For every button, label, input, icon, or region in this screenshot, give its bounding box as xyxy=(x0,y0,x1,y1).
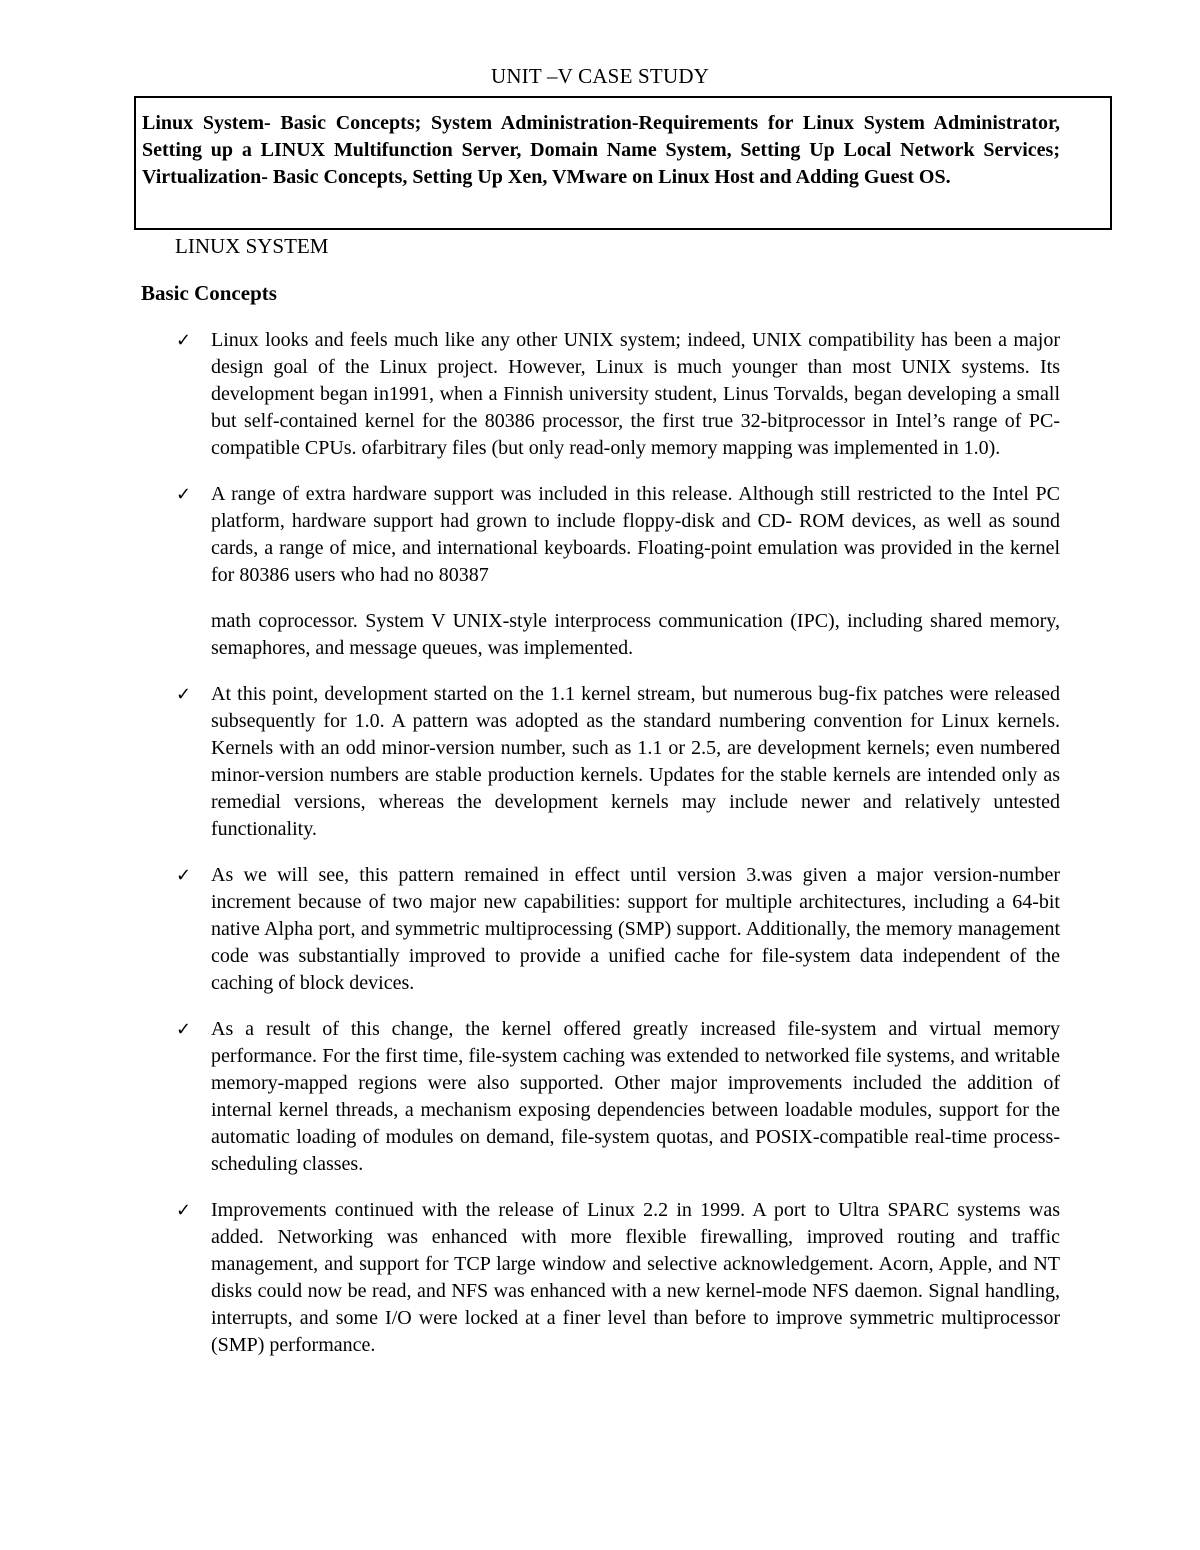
check-icon: ✓ xyxy=(176,1019,192,1040)
check-icon: ✓ xyxy=(176,330,192,351)
bullet-item xyxy=(176,862,1060,997)
bullet-list xyxy=(176,327,1060,1378)
bullet-paragraph: A range of extra hardware support was included in this release. Although still restricted to the Intel PC platform, hardware support had grown to include floppy-disk and CD- ROM devices, as well as sound cards, a range of mice, and international keyboards. Floating-point emulation was provided in the kernel for 80386 users who had no 80387 xyxy=(211,483,1060,586)
sub-heading: Basic Concepts xyxy=(141,281,277,305)
bullet-paragraph: At this point, development started on the 1.1 kernel stream, but numerous bug-fix patches were released subsequently for 1.0. A pattern was adopted as the standard numbering convention for Linux kernels. Kernels with an odd minor-version number, such as 1.1 or 2.5, are development kernels; even numbered minor-version numbers are stable production kernels. Updates for the stable kernels are intended only as remedial versions, whereas the development kernels may include newer and relatively untested functionality. xyxy=(211,683,1060,840)
page-title: UNIT –V CASE STUDY xyxy=(490,64,710,88)
check-icon: ✓ xyxy=(176,1200,192,1221)
check-icon: ✓ xyxy=(176,865,192,886)
bullet-item xyxy=(176,681,1060,843)
bullet-item xyxy=(176,1197,1060,1359)
bullet-item xyxy=(176,1016,1060,1178)
bullet-item xyxy=(176,481,1060,662)
check-icon: ✓ xyxy=(176,684,192,705)
section-heading: LINUX SYSTEM xyxy=(175,234,329,258)
bullet-paragraph: math coprocessor. System V UNIX-style interprocess communication (IPC), including shared memory, semaphores, and message queues, was implemented. xyxy=(211,610,1060,659)
bullet-paragraph: Linux looks and feels much like any other UNIX system; indeed, UNIX compatibility has been a major design goal of the Linux project. However, Linux is much younger than most UNIX systems. Its development began in1991, when a Finnish university student, Linus Torvalds, began developing a small but self-contained kernel for the 80386 processor, the first true 32-bitprocessor in Intel’s range of PC-compatible CPUs. ofarbitrary files (but only read-only memory mapping was implemented in 1.0). xyxy=(211,329,1060,459)
check-icon: ✓ xyxy=(176,484,192,505)
bullet-item xyxy=(176,327,1060,462)
bullet-paragraph: Improvements continued with the release of Linux 2.2 in 1999. A port to Ultra SPARC systems was added. Networking was enhanced with more flexible firewalling, improved routing and traffic management, and support for TCP large window and selective acknowledgement. Acorn, Apple, and NT disks could now be read, and NFS was enhanced with a new kernel-mode NFS daemon. Signal handling, interrupts, and some I/O were locked at a finer level than before to improve symmetric multiprocessor (SMP) performance. xyxy=(211,1199,1060,1356)
bullet-paragraph: As we will see, this pattern remained in effect until version 3.was given a major version-number increment because of two major new capabilities: support for multiple architectures, including a 64-bit native Alpha port, and symmetric multiprocessing (SMP) support. Additionally, the memory management code was substantially improved to provide a unified cache for file-system data independent of the caching of block devices. xyxy=(211,864,1060,994)
bullet-paragraph: As a result of this change, the kernel offered greatly increased file-system and virtual memory performance. For the first time, file-system caching was extended to networked file systems, and writable memory-mapped regions were also supported. Other major improvements included the addition of internal kernel threads, a mechanism exposing dependencies between loadable modules, support for the automatic loading of modules on demand, file-system quotas, and POSIX-compatible real-time process-scheduling classes. xyxy=(211,1018,1060,1175)
syllabus-box: Linux System- Basic Concepts; System Administration-Requirements for Linux System Administrator, Setting up a LINUX Multifunction Server, Domain Name System, Setting Up Local Network Services; Virtualization- Basic Concepts, Setting Up Xen, VMware on Linux Host and Adding Guest OS. xyxy=(134,96,1112,230)
